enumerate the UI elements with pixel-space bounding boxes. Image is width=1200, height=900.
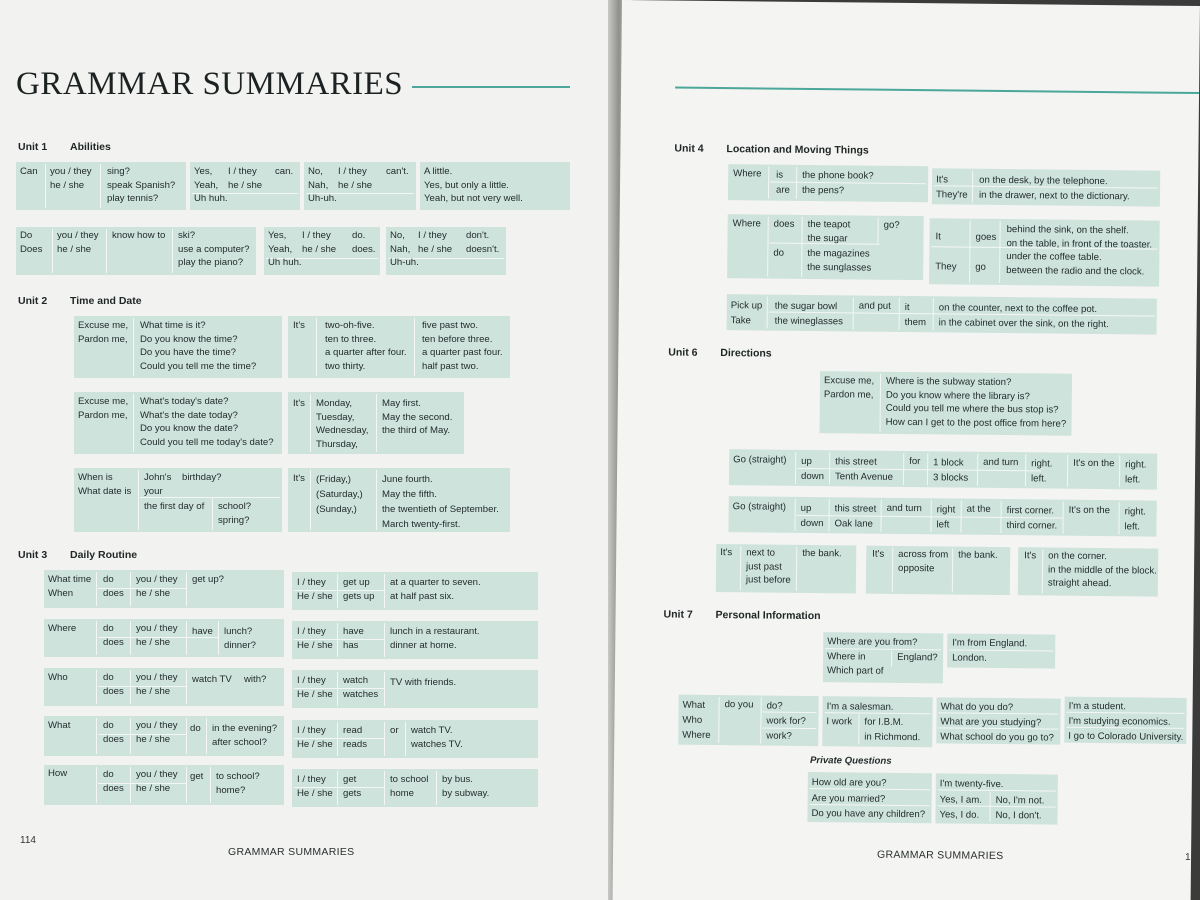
- u2-dates: May first. May the second. the third of May.: [382, 398, 453, 437]
- u1-yes-can: can.: [275, 166, 294, 177]
- u3-r4-do: do does: [103, 720, 124, 745]
- u7-study-q: What do you do? What are you studying? What school do you go to?: [940, 701, 1054, 744]
- u6-excuse: Excuse me, Pardon me,: [823, 375, 875, 401]
- u4-and-put: and put: [858, 300, 891, 312]
- u6-corner: first corner. third corner.: [1006, 505, 1058, 532]
- left-footer: GRAMMAR SUMMARIES: [228, 846, 355, 858]
- u7-private-title: Private Questions: [809, 755, 892, 767]
- u1-do-no-pron: I / they he / she: [418, 230, 453, 255]
- u3-r1-do: do does: [103, 574, 124, 599]
- u3-r5-dest: to school? home?: [216, 771, 260, 796]
- u1-know-how: know how to: [112, 230, 166, 241]
- u4-bowl: the sugar bowl the wineglasses: [774, 300, 843, 328]
- u4-places: behind the sink, on the shelf. on the table, in front of the toaster. under the coffee table. between the radio and the clock.: [1006, 224, 1153, 278]
- u2-excuse: Excuse me, Pardon me,: [78, 320, 129, 345]
- u2-excuse2: Excuse me, Pardon me,: [78, 396, 129, 421]
- u4-locations: on the desk, by the telephone. in the drawer, next to the dictionary.: [978, 174, 1130, 203]
- u1-do-yes-pron: I / they he / she: [302, 230, 337, 255]
- u3-r1-averb: get up gets up: [343, 577, 375, 602]
- left-page-number: 114: [20, 835, 36, 846]
- u6-across: across from opposite: [898, 548, 949, 574]
- u1-do-verbs: ski? use a computer? play the piano?: [178, 230, 250, 269]
- u4-do: do: [773, 247, 785, 259]
- u3-r4-verb: do: [190, 723, 201, 734]
- u3-r2-do: do does: [103, 623, 124, 648]
- title-rule-right: [675, 87, 1199, 94]
- u3-r5-pron: you / they he / she: [136, 769, 178, 794]
- u2-first-day: the first day of: [144, 501, 205, 512]
- u6-up-down: up down: [800, 455, 825, 483]
- u6-its-b: It's: [872, 548, 885, 560]
- u2-when-dates: June fourth. May the fifth. the twentieth of September. March twenty-first.: [382, 474, 499, 530]
- unit-3-heading: Unit 3 Daily Routine: [18, 549, 138, 561]
- u3-r5-wh: How: [48, 768, 68, 779]
- u3-r2-have: have: [192, 626, 213, 637]
- u3-r3-averb: watch watches: [343, 675, 379, 700]
- u6-and-turn: and turn: [983, 456, 1019, 469]
- u2-when: When is What date is: [78, 472, 132, 497]
- u1-verbs: sing? speak Spanish? play tennis?: [107, 166, 176, 205]
- u6-next-to: next to just past just before: [745, 547, 791, 586]
- u3-r3-wh: Who: [48, 672, 68, 683]
- u1-no: No, Nah, Uh-uh.: [308, 166, 337, 205]
- unit-2-heading: Unit 2 Time and Date: [18, 295, 142, 307]
- u7-do-you: do you: [724, 699, 754, 711]
- u6-its-on: It's on the: [1073, 457, 1115, 470]
- u3-r3-do: do does: [103, 672, 124, 697]
- u3-r5-get: get: [190, 771, 204, 782]
- u7-im-from: I'm from England. London.: [952, 637, 1028, 664]
- u3-r3-aobj: TV with friends.: [390, 677, 457, 688]
- u6-at-the: at the: [966, 503, 991, 515]
- u3-r2-pron: you / they he / she: [136, 623, 178, 648]
- u1-no-cant: can't.: [386, 166, 409, 177]
- unit-4-heading: Unit 4 Location and Moving Things: [674, 142, 869, 157]
- u3-r2-wh: Where: [48, 623, 77, 634]
- u2-birthday: birthday?: [182, 472, 222, 483]
- u3-r3-apron: I / they He / she: [297, 675, 333, 700]
- u7-study-a: I'm a student. I'm studying economics. I go to Colorado University.: [1068, 700, 1184, 743]
- u4-place: on the counter, next to the coffee pot. in the cabinet over the sink, on the right.: [938, 302, 1109, 331]
- u3-r5-averb: get gets: [343, 774, 362, 799]
- u3-r4-when: in the evening? after school?: [212, 723, 278, 748]
- u3-r5-apron: I / they He / she: [297, 774, 333, 799]
- u6-for: for: [909, 456, 921, 468]
- u3-r1-atime: at a quarter to seven. at half past six.: [390, 577, 481, 602]
- u1-yes: Yes, Yeah, Uh huh.: [194, 166, 228, 205]
- u6-its-c: It's: [1024, 550, 1037, 562]
- u3-r5-do: do does: [103, 769, 124, 794]
- u4-teapot: the teapot the sugar: [807, 218, 851, 244]
- u2-its: It's: [293, 320, 305, 331]
- u7-england: England?: [897, 651, 938, 664]
- u3-r5-adest: to school home: [390, 774, 429, 799]
- u2-days: Monday, Tuesday, Wednesday, Thursday,: [316, 398, 369, 450]
- u3-r1-apron: I / they He / she: [297, 577, 333, 602]
- u3-r3-verb: watch TV: [192, 674, 232, 685]
- unit-6-heading: Unit 6 Directions: [668, 346, 772, 360]
- u6-side: right. left.: [1124, 459, 1147, 486]
- u1-can: Can: [20, 166, 38, 177]
- right-footer: GRAMMAR SUMMARIES: [877, 848, 1004, 863]
- u2-time-qs: What time is it? Do you know the time? Do you have the time? Could you tell me the time?: [140, 320, 257, 372]
- u7-salesman: I'm a salesman. I work: [826, 701, 894, 728]
- u6-and-turn-2: and turn: [886, 502, 922, 515]
- u6-its-a: It's: [720, 547, 733, 559]
- u6-bank-2: the bank.: [958, 549, 998, 561]
- u4-does: does: [773, 218, 795, 230]
- u3-r5-amode: by bus. by subway.: [442, 774, 490, 799]
- u3-r2-averb: have has: [343, 626, 364, 651]
- u1-do-pron: you / they he / she: [57, 230, 99, 255]
- u2-its2: It's: [293, 398, 305, 409]
- u3-r4-pron: you / they he / she: [136, 720, 178, 745]
- u3-r4-apron: I / they He / she: [297, 725, 333, 750]
- u6-street-2: this street Oak lane: [834, 503, 877, 530]
- u4-items: the phone book? the pens?: [801, 169, 874, 197]
- u4-it: It They: [935, 231, 957, 273]
- u2-times-b: five past two. ten before three. a quarter past four. half past two.: [422, 320, 503, 372]
- u3-r1-verb: get up?: [192, 574, 225, 585]
- u6-corner-pos: on the corner. in the middle of the block. straight ahead.: [1047, 550, 1157, 590]
- u2-its3: It's: [293, 473, 305, 484]
- u2-johns: John's your: [144, 472, 172, 497]
- u7-ibm: for I.B.M. in Richmond.: [864, 716, 921, 744]
- u2-times-a: two-oh-five. ten to three. a quarter after four. two thirty.: [325, 320, 407, 372]
- u3-r2-meal: lunch? dinner?: [224, 626, 257, 651]
- u3-r4-wh: What: [48, 720, 71, 731]
- u7-what: What Who Where: [682, 699, 711, 741]
- u4-pickup: Pick up Take: [730, 300, 763, 327]
- u1-do-no-dont: don't. doesn't.: [466, 230, 500, 255]
- u4-goes: goes go: [975, 231, 997, 273]
- u1-do-yes: Yes, Yeah, Uh huh.: [268, 230, 302, 269]
- u3-r1-pron: you / they he / she: [136, 574, 178, 599]
- u4-magazines: the magazines the sunglasses: [807, 247, 872, 274]
- u3-r2-aplace: lunch in a restaurant. dinner at home.: [390, 626, 480, 651]
- u2-weekday: (Friday,) (Saturday,) (Sunday,): [316, 474, 363, 515]
- u7-private-q: How old are you? Are you married? Do you have any children?: [811, 777, 926, 821]
- u1-no-pron: I / they he / she: [338, 166, 373, 191]
- u3-r4-averb: read reads: [343, 725, 367, 750]
- u6-questions: Where is the subway station? Do you know where the library is? Could you tell me where the bus stop is? How can I get to the post office from here?: [885, 375, 1067, 430]
- u3-r3-pron: you / they he / she: [136, 672, 178, 697]
- u7-where-from: Where are you from? Where in Which part of: [826, 636, 918, 677]
- u3-r4-watch: watch TV. watches TV.: [411, 725, 463, 750]
- page-title: GRAMMAR SUMMARIES: [16, 66, 404, 102]
- u2-school: school? spring?: [218, 501, 252, 526]
- u1-do-yes-do: do. does.: [352, 230, 376, 255]
- u7-do-verbs: do? work for? work?: [766, 700, 806, 742]
- u1-pronouns: you / they he / she: [50, 166, 92, 191]
- u7-private-no: No, I'm not. No, I don't.: [995, 794, 1045, 822]
- u1-do: Do Does: [20, 230, 43, 255]
- u6-go-straight-2: Go (straight): [732, 501, 787, 513]
- u6-up-down-2: up down: [800, 502, 824, 530]
- u4-go: go?: [883, 219, 900, 231]
- u6-right-left-2: right left: [936, 504, 956, 531]
- u1-little: A little. Yes, but only a little. Yeah, but not very well.: [424, 166, 523, 205]
- u6-go-straight: Go (straight): [733, 454, 787, 466]
- u1-do-no: No, Nah, Uh-uh.: [390, 230, 419, 269]
- u4-is: is are: [775, 169, 790, 196]
- u4-its: It's They're: [935, 174, 968, 201]
- u2-date-qs: What's today's date? What's the date today? Do you know the date? Could you tell me today's date?: [140, 396, 274, 448]
- u3-r4-or: or: [390, 725, 399, 736]
- unit-1-heading: Unit 1 Abilities: [18, 141, 111, 153]
- u3-r2-apron: I / they He / she: [297, 626, 333, 651]
- u4-where: Where: [733, 168, 762, 180]
- u3-r1-wh: What time When: [48, 574, 92, 599]
- u6-side-2: right. left.: [1124, 506, 1147, 533]
- title-rule-left: [412, 86, 570, 88]
- right-page-number: 1: [1184, 851, 1191, 864]
- u3-r3-with: with?: [244, 674, 267, 685]
- u7-private-yes: I'm twenty-five. Yes, I am. Yes, I do.: [939, 778, 1004, 821]
- u6-right-left: right. left.: [1030, 458, 1053, 485]
- u6-bank-1: the bank.: [802, 547, 842, 560]
- right-page: [613, 0, 1200, 900]
- u6-street: this street Tenth Avenue: [834, 456, 894, 483]
- unit-7-heading: Unit 7 Personal Information: [663, 608, 821, 623]
- u1-yes-pron: I / they he / she: [228, 166, 263, 191]
- u6-its-on-2: It's on the: [1068, 504, 1111, 517]
- u6-blocks: 1 block 3 blocks: [932, 457, 969, 484]
- u4-where2: Where: [732, 218, 761, 230]
- u4-it-them: it them: [904, 301, 927, 329]
